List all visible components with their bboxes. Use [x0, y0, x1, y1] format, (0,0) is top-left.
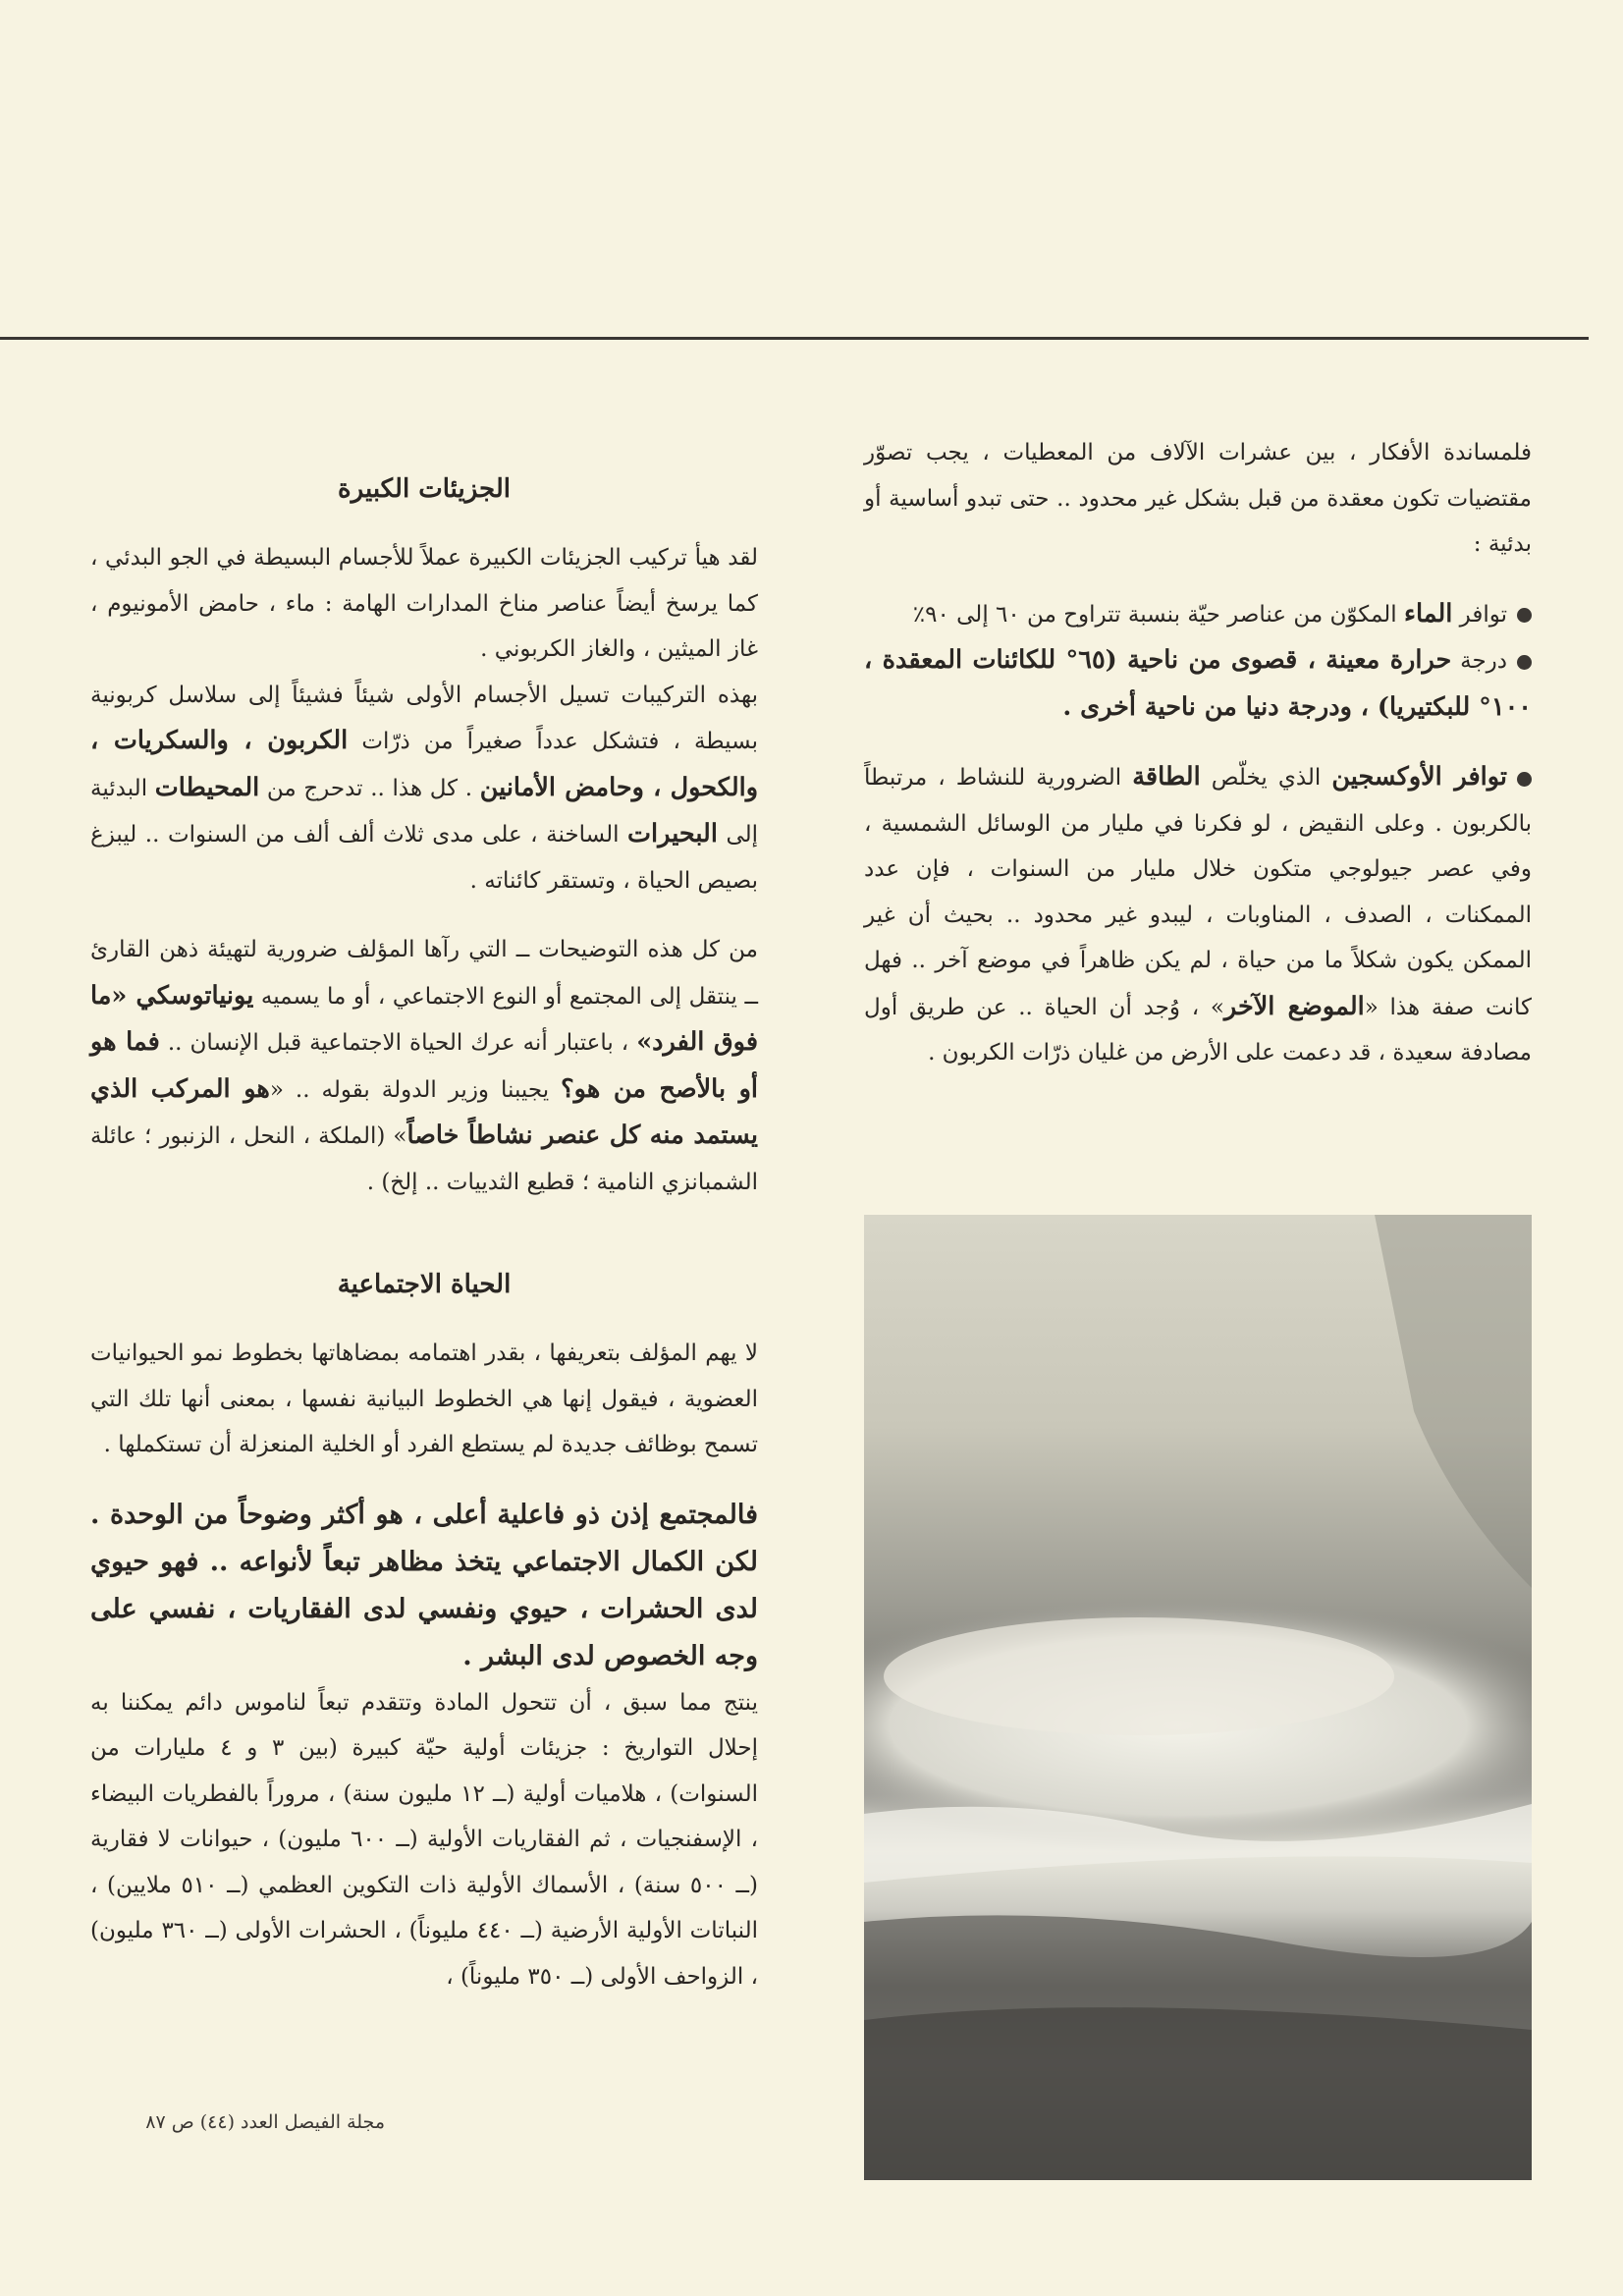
- bullet-dot-icon: [1517, 608, 1532, 623]
- cloud-photo-image: [864, 1215, 1532, 2180]
- right-column: [864, 430, 1532, 1076]
- bullet-dot-icon: [1517, 655, 1532, 670]
- header-rule: [0, 337, 1589, 340]
- bullet-dot-icon: [1517, 772, 1532, 787]
- paragraph-timeline: ينتج مما سبق ، أن تتحول المادة وتتقدم تبعاً لناموس دائم يمكننا به إحلال التواريخ : جزيئات أولية حيّة كبيرة (بين ٣ و ٤ مليارات من السنوات) ، هلاميات أولية (ــ ١٢ مليون سنة) ، مروراً بالفطريات البيضاء ، الإسفنجيات ، ثم الفقاريات الأولية (ــ ٦٠٠ مليون) ، حيوانات لا فقارية (ــ ٥٠٠ سنة) ، الأسماك الأولية ذات التكوين العظمي (ــ ٥١٠ ملايين) ، النباتات الأولية الأرضية (ــ ٤٤٠ مليوناً) ، الحشرات الأولى (ــ ٣٦٠ مليون) ، الزواحف الأولى (ــ ٣٥٠ مليوناً) ،: [90, 1689, 759, 1990]
- bullet-temperature: درجة حرارة معينة ، قصوى من ناحية (٦٥° للكائنات المعقدة ، ١٠٠° للبكتيريا) ، ودرجة دنيا من ناحية أخرى .: [864, 645, 1532, 722]
- paragraph-superindividual: من كل هذه التوضيحات ــ التي رآها المؤلف ضرورية لتهيئة ذهن القارئ ــ ينتقل إلى المجتمع أو النوع الاجتماعي ، أو ما يسميه يونياتوسكي «ما فوق الفرد» ، باعتبار أنه عرك الحياة الاجتماعية قبل الإنسان .. فما هو أو بالأصح من هو؟ يجيبنا وزير الدولة بقوله .. «هو المركب الذي يستمد منه كل عنصر نشاطاً خاصاً» (الملكة ، النحل ، الزنبور ؛ عائلة الشمبانزي النامية ؛ قطيع الثدييات .. إلخ) .: [90, 937, 759, 1195]
- heading-macromolecules: الجزيئات الكبيرة: [338, 474, 511, 504]
- page-footer: مجلة الفيصل العدد (٤٤) ص ٨٧: [145, 2111, 385, 2133]
- intro-paragraph: فلمساندة الأفكار ، بين عشرات الآلاف من المعطيات ، يجب تصوّر مقتضيات تكون معقدة من قبل بشكل غير محدود .. حتى تبدو أساسية أو بدئية :: [864, 440, 1532, 557]
- left-column: [90, 466, 758, 1999]
- paragraph-social-life: لا يهم المؤلف بتعريفها ، بقدر اهتمامه بمضاهاتها بخطوط نمو الحيوانيات العضوية ، فيقول إنها هي الخطوط البيانية نفسها ، بمعنى أنها تلك التي تسمح بوظائف جديدة لم يستطع الفرد أو الخلية المنعزلة أن تستكملها .: [90, 1340, 758, 1457]
- heading-social-life: الحياة الاجتماعية: [337, 1270, 512, 1299]
- paragraph-society-bold: فالمجتمع إذن ذو فاعلية أعلى ، هو أكثر وضوحاً من الوحدة . لكن الكمال الاجتماعي يتخذ مظاهر تبعاً لأنواعه .. فهو حيوي لدى الحشرات ، حيوي ونفسي لدى الفقاريات ، نفسي على وجه الخصوص لدى البشر .: [90, 1499, 758, 1671]
- paragraph-macromolecules: لقد هيأ تركيب الجزيئات الكبيرة عملاً للأجسام البسيطة في الجو البدئي ، كما يرسخ أيضاً عناصر مناخ المدارات الهامة : ماء ، حامض الأمونيوم ، غاز الميثين ، والغاز الكربوني .: [90, 545, 758, 662]
- cloud-photo: [864, 1215, 1532, 2180]
- paragraph-carbon-chains: بهذه التركيبات تسيل الأجسام الأولى شيئاً فشيئاً إلى سلاسل كربونية بسيطة ، فتشكل عدداً صغيراً من ذرّات الكربون ، والسكريات ، والكحول ، وحامض الأمانين . كل هذا .. تدحرج من المحيطات البدئية إلى البحيرات الساخنة ، على مدى ثلاث ألف ألف من السنوات .. ليبزغ بصيص الحياة ، وتستقر كائناته .: [90, 682, 759, 894]
- bullet-water: توافر الماء المكوّن من عناصر حيّة بنسبة تتراوح من ٦٠ إلى ٩٠٪: [864, 591, 1532, 638]
- bullet-oxygen: توافر الأوكسجين الذي يخلّص الطاقة الضرورية للنشاط ، مرتبطاً بالكربون . وعلى النقيض ، لو فكرنا في مليار من الوسائل الشمسية ، وفي عصر جيولوجي متكون خلال مليار من السنوات ، فإن عدد الممكنات ، الصدف ، المناوبات ، ليبدو غير محدود .. بحيث أن غير الممكن يكون شكلاً ما من حياة ، لم يكن ظاهراً في موضع آخر .. فهل كانت صفة هذا «الموضع الآخر» ، وُجد أن الحياة .. عن طريق أول مصادفة سعيدة ، قد دعمت على الأرض من غليان ذرّات الكربون .: [864, 762, 1532, 1066]
